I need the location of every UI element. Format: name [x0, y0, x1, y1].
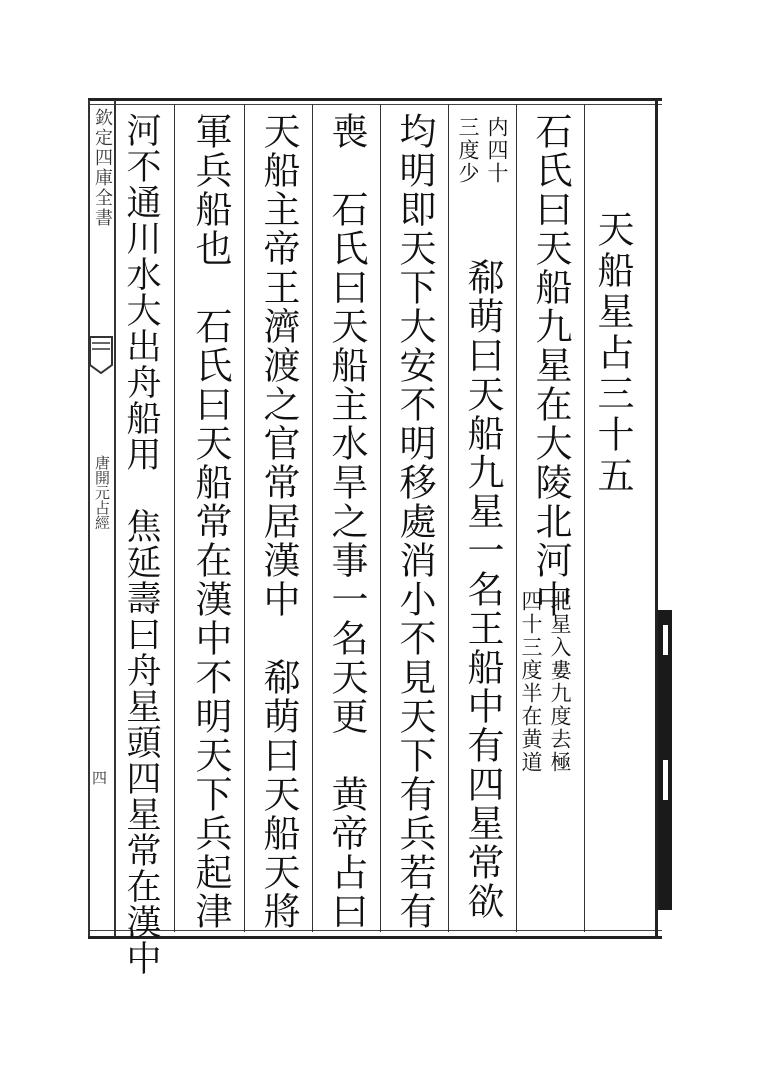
annotation-line-2: 四十三度半在黄道 — [519, 590, 543, 774]
text-column-1 — [528, 112, 572, 932]
annotation-line-3: 内四十 — [485, 116, 509, 185]
margin-book-title: 欽定四庫全書 — [92, 108, 113, 228]
column-text: 軍兵船也 石氏曰天船常在漢中不明天下兵起津 — [189, 112, 232, 931]
column-rule — [584, 104, 585, 932]
margin-left-rule — [88, 100, 90, 936]
clamp-gap — [663, 760, 668, 800]
chapter-title: 天船星占三十五 — [591, 210, 634, 497]
text-column-5 — [256, 112, 300, 932]
column-text: 河不通川水大出舟船用 焦延壽曰舟星頭四星常在漢中 — [121, 112, 161, 976]
margin-right-rule — [114, 100, 116, 936]
text-column-4 — [324, 112, 368, 932]
column-text: 均明即天下大安不明移處消小不見天下有兵若有 — [393, 112, 436, 931]
text-column-3 — [392, 112, 436, 932]
annotation-line-1: 北星入婁九度去極 — [548, 590, 572, 774]
clamp-gap — [663, 625, 668, 655]
frame-top-border — [88, 98, 662, 101]
frame-bottom-border — [88, 936, 662, 939]
column-rule — [516, 104, 517, 932]
margin-sub-title: 唐開元占經 — [93, 455, 111, 530]
column-rule — [174, 104, 175, 932]
column-text: 石氏曰天船九星在大陵北河中 — [529, 112, 572, 619]
column-rule — [244, 104, 245, 932]
column-rule — [312, 104, 313, 932]
column-rule — [448, 104, 449, 932]
margin-page-number: 四 — [90, 770, 108, 785]
text-column-2 — [460, 258, 504, 1078]
text-column-6 — [188, 112, 232, 932]
fishtail-mark-icon — [88, 335, 114, 375]
column-text: 喪 石氏曰天船主水旱之事一名天更 黄帝占曰 — [325, 112, 368, 931]
column-text: 天船主帝王濟渡之官常居漢中 郗萌曰天船天將 — [257, 112, 300, 931]
column-rule — [380, 104, 381, 932]
column-text: 郗萌曰天船九星一名王船中有四星常欲 — [461, 258, 504, 921]
text-column-7 — [120, 112, 162, 976]
annotation-line-4: 三度少 — [456, 116, 480, 185]
